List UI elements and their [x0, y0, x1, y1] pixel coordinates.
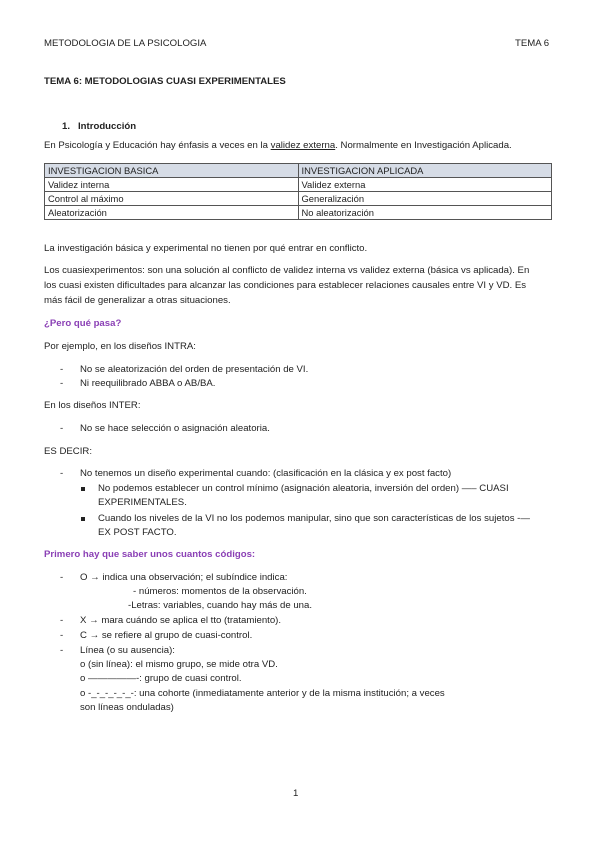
- list-bullet: -: [60, 423, 64, 434]
- code-item-o: O → indica una observación; el subíndice indica:: [80, 572, 288, 583]
- square-bullet: [81, 487, 85, 491]
- es-decir-label: ES DECIR:: [44, 446, 92, 457]
- code-item-linea: Línea (o su ausencia):: [80, 645, 175, 656]
- table-header-cell: INVESTIGACION APLICADA: [298, 164, 552, 178]
- list-bullet: -: [60, 468, 64, 479]
- table-header-cell: INVESTIGACION BASICA: [45, 164, 299, 178]
- list-bullet: -: [60, 630, 64, 641]
- sub-list-item-line: EX POST FACTO.: [98, 527, 177, 538]
- linea-subitem: o —————-: grupo de cuasi control.: [80, 673, 242, 684]
- list-item: No tenemos un diseño experimental cuando: (clasificación en la clásica y ex post facto): [80, 468, 452, 479]
- code-subitem: - números: momentos de la observación.: [133, 586, 307, 597]
- square-bullet: [81, 517, 85, 521]
- list-bullet: -: [60, 645, 64, 656]
- comparison-table: [44, 163, 552, 220]
- table-cell: Validez interna: [45, 178, 299, 192]
- list-bullet: -: [60, 364, 64, 375]
- cuasi-paragraph-line: Los cuasiexperimentos: son una solución al conflicto de validez interna vs validez externa (básica vs aplicada). En: [44, 265, 530, 276]
- list-item: Ni reequilibrado ABBA o AB/BA.: [80, 378, 216, 389]
- document-title: TEMA 6: METODOLOGIAS CUASI EXPERIMENTALES: [44, 76, 286, 87]
- question-heading: ¿Pero qué pasa?: [44, 318, 122, 329]
- intra-intro: Por ejemplo, en los diseños INTRA:: [44, 341, 196, 352]
- page-number: 1: [293, 788, 299, 799]
- sub-list-item-line: EXPERIMENTALES.: [98, 497, 187, 508]
- intro-paragraph: [44, 140, 512, 152]
- linea-subitem: o -_-_-_-_-_-: una cohorte (inmediatamente anterior y de la misma institución; a veces: [80, 688, 445, 699]
- table-cell: Control al máximo: [45, 192, 299, 206]
- cuasi-paragraph-line: los cuasi existen dificultades para alcanzar las condiciones para establecer relaciones causales entre VI y VD. Es: [44, 280, 527, 291]
- header-right: TEMA 6: [515, 38, 550, 49]
- section-heading: [62, 121, 136, 133]
- table-row: [45, 192, 552, 206]
- code-subitem: -Letras: variables, cuando hay más de una.: [128, 600, 312, 611]
- code-item-x: X → mara cuándo se aplica el tto (tratamiento).: [80, 615, 282, 626]
- inter-intro: En los diseños INTER:: [44, 400, 141, 411]
- table-row: [45, 178, 552, 192]
- list-bullet: -: [60, 572, 64, 583]
- list-bullet: -: [60, 378, 64, 389]
- intro-underlined: validez externa: [270, 140, 336, 151]
- list-item: No se aleatorización del orden de presentación de VI.: [80, 364, 309, 375]
- sub-list-item-line: Cuando los niveles de la VI no los podemos manipular, sino que son características de los sujetos -—: [98, 513, 530, 524]
- linea-subitem: o (sin línea): el mismo grupo, se mide otra VD.: [80, 659, 278, 670]
- cuasi-paragraph-line: más fácil de generalizar a otras situaciones.: [44, 295, 231, 306]
- header-left: METODOLOGIA DE LA PSICOLOGIA: [44, 38, 207, 49]
- table-cell: No aleatorización: [298, 206, 552, 220]
- sub-list-item-line: No podemos establecer un control mínimo (asignación aleatoria, inversión del orden) —– CUASI: [98, 483, 509, 494]
- table-cell: Validez externa: [298, 178, 552, 192]
- intro-text-before: En Psicología y Educación hay énfasis a veces en la: [44, 140, 271, 151]
- codes-heading: Primero hay que saber unos cuantos códigos:: [44, 549, 256, 560]
- table-row: [45, 206, 552, 220]
- section-number: 1.: [62, 121, 71, 132]
- linea-subitem: son líneas onduladas): [80, 702, 174, 713]
- list-bullet: -: [60, 615, 64, 626]
- table-cell: Generalización: [298, 192, 552, 206]
- conflict-paragraph: La investigación básica y experimental no tienen por qué entrar en conflicto.: [44, 243, 368, 254]
- section-label: Introducción: [78, 121, 137, 132]
- table-header-row: [45, 164, 552, 178]
- intro-text-after: . Normalmente en Investigación Aplicada.: [335, 140, 512, 151]
- list-item: No se hace selección o asignación aleatoria.: [80, 423, 270, 434]
- code-item-c: C → se refiere al grupo de cuasi-control.: [80, 630, 253, 641]
- table-cell: Aleatorización: [45, 206, 299, 220]
